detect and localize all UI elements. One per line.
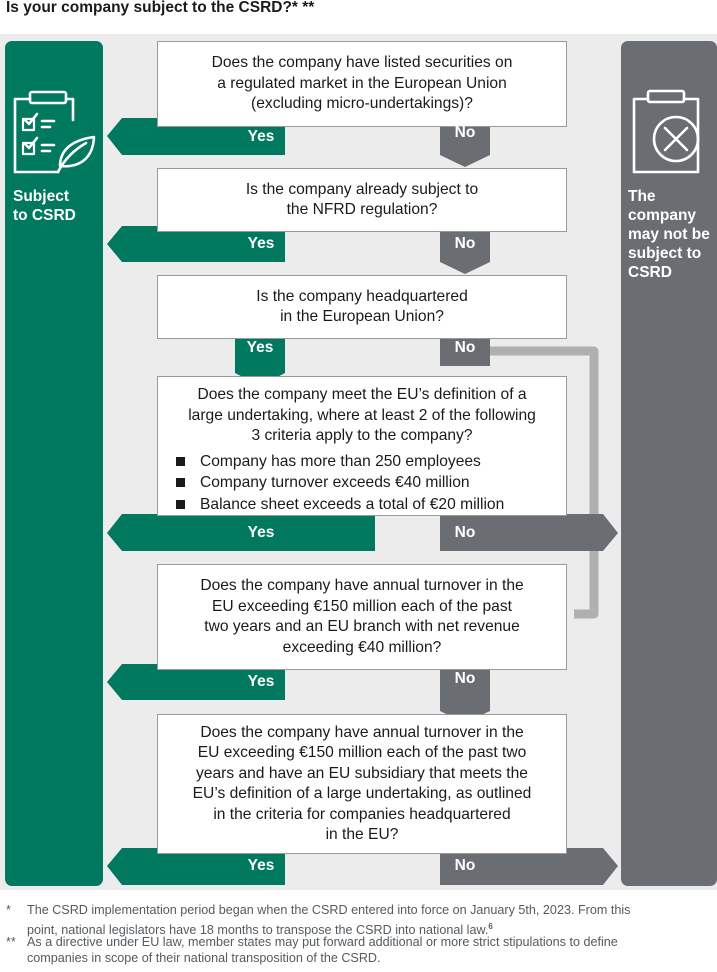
not-subject-panel	[621, 41, 717, 886]
subject-to-csrd-panel	[5, 41, 103, 886]
question-text-line: 3 criteria apply to the company?	[251, 427, 473, 444]
not-subject-label-line: CSRD	[628, 264, 672, 281]
footnote-line: companies in scope of their national transposition of the CSRD.	[27, 950, 381, 965]
question-text-line: Does the company have listed securities on	[211, 54, 513, 72]
yes-label: Yes	[247, 524, 275, 541]
footnote-text	[27, 903, 630, 938]
question-text-line: years and have an EU subsidiary that meets the	[196, 764, 528, 782]
yes-label: Yes	[247, 857, 275, 874]
no-label: No	[454, 124, 476, 141]
bullet-square-icon	[176, 500, 185, 509]
bullet-square-icon	[176, 478, 185, 487]
not-subject-label-line: company	[628, 207, 697, 224]
no-label: No	[454, 339, 476, 356]
not-subject-label-line: The	[628, 188, 656, 205]
question-text-line: Does the company meet the EU’s definition of a	[197, 386, 527, 403]
yes-label: Yes	[247, 235, 275, 252]
subject-to-csrd-label	[13, 187, 76, 225]
footnote-reference: 6	[488, 921, 493, 931]
question-text-line: the NFRD regulation?	[286, 201, 438, 218]
no-label: No	[454, 524, 476, 541]
question-text-line: in the European Union?	[280, 308, 444, 325]
not-subject-label-line: subject to	[628, 245, 702, 262]
question-text-line: EU exceeding €150 million each of the past two	[197, 744, 527, 761]
criteria-text: Company has more than 250 employees	[200, 452, 481, 470]
criteria-item	[172, 494, 504, 516]
question-text-line: Is the company already subject to	[245, 180, 479, 198]
criteria-item	[172, 451, 504, 473]
no-label: No	[454, 235, 476, 252]
bullet-square-icon	[176, 457, 185, 466]
footnote-mark: **	[6, 935, 16, 949]
question-box-nfrd	[157, 168, 567, 232]
not-subject-label-line: may not be	[628, 226, 710, 243]
no-label: No	[454, 670, 476, 687]
criteria-item	[172, 472, 504, 494]
criteria-list	[172, 451, 504, 516]
footnote	[6, 935, 717, 969]
question-text-line: exceeding €40 million?	[282, 638, 442, 656]
question-box-headquartered-eu	[157, 275, 567, 339]
criteria-text: Company turnover exceeds €40 million	[200, 474, 470, 491]
question-text-line: EU exceeding €150 million each of the past	[212, 597, 512, 615]
criteria-text: Balance sheet exceeds a total of €20 million	[200, 495, 505, 513]
question-text-line: (excluding micro-undertakings)?	[251, 95, 473, 113]
question-box-eu-branch	[157, 564, 567, 670]
question-text-line: in the criteria for companies headquartered	[213, 805, 511, 823]
question-text-line: in the EU?	[325, 826, 399, 843]
footnote-line: As a directive under EU law, member states may put forward additional or more strict stipulations to define	[27, 935, 618, 949]
question-text-line: large undertaking, where at least 2 of the following	[188, 406, 536, 424]
footnote-line: The CSRD implementation period began when the CSRD entered into force on January 5th, 2023. From this	[27, 903, 631, 917]
footnote	[6, 903, 717, 935]
question-text-line: a regulated market in the European Union	[217, 74, 507, 92]
question-text-line: Does the company have annual turnover in the	[200, 577, 524, 594]
question-box-eu-subsidiary	[157, 714, 567, 854]
not-subject-label	[628, 187, 710, 282]
question-text-line: two years and an EU branch with net revenue	[204, 618, 520, 635]
footnote-mark: *	[6, 903, 11, 917]
no-label: No	[454, 857, 476, 874]
footnote-line: point, national legislators have 18 months to transpose the CSRD into national law.	[27, 922, 489, 937]
yes-label: Yes	[247, 128, 275, 145]
question-box-listed-securities	[157, 41, 567, 127]
footnote-text	[27, 935, 618, 966]
question-text-line: EU’s definition of a large undertaking, as outlined	[192, 785, 532, 802]
yes-label: Yes	[247, 673, 275, 690]
subject-label-line: to CSRD	[13, 207, 76, 224]
yes-label: Yes	[246, 339, 274, 356]
subject-label-line: Subject	[13, 188, 69, 205]
question-text-line: Is the company headquartered	[256, 287, 468, 305]
question-text-line: Does the company have annual turnover in the	[200, 723, 524, 741]
question-box-large-undertaking	[157, 376, 567, 516]
page-title: Is your company subject to the CSRD?* **	[6, 0, 315, 16]
